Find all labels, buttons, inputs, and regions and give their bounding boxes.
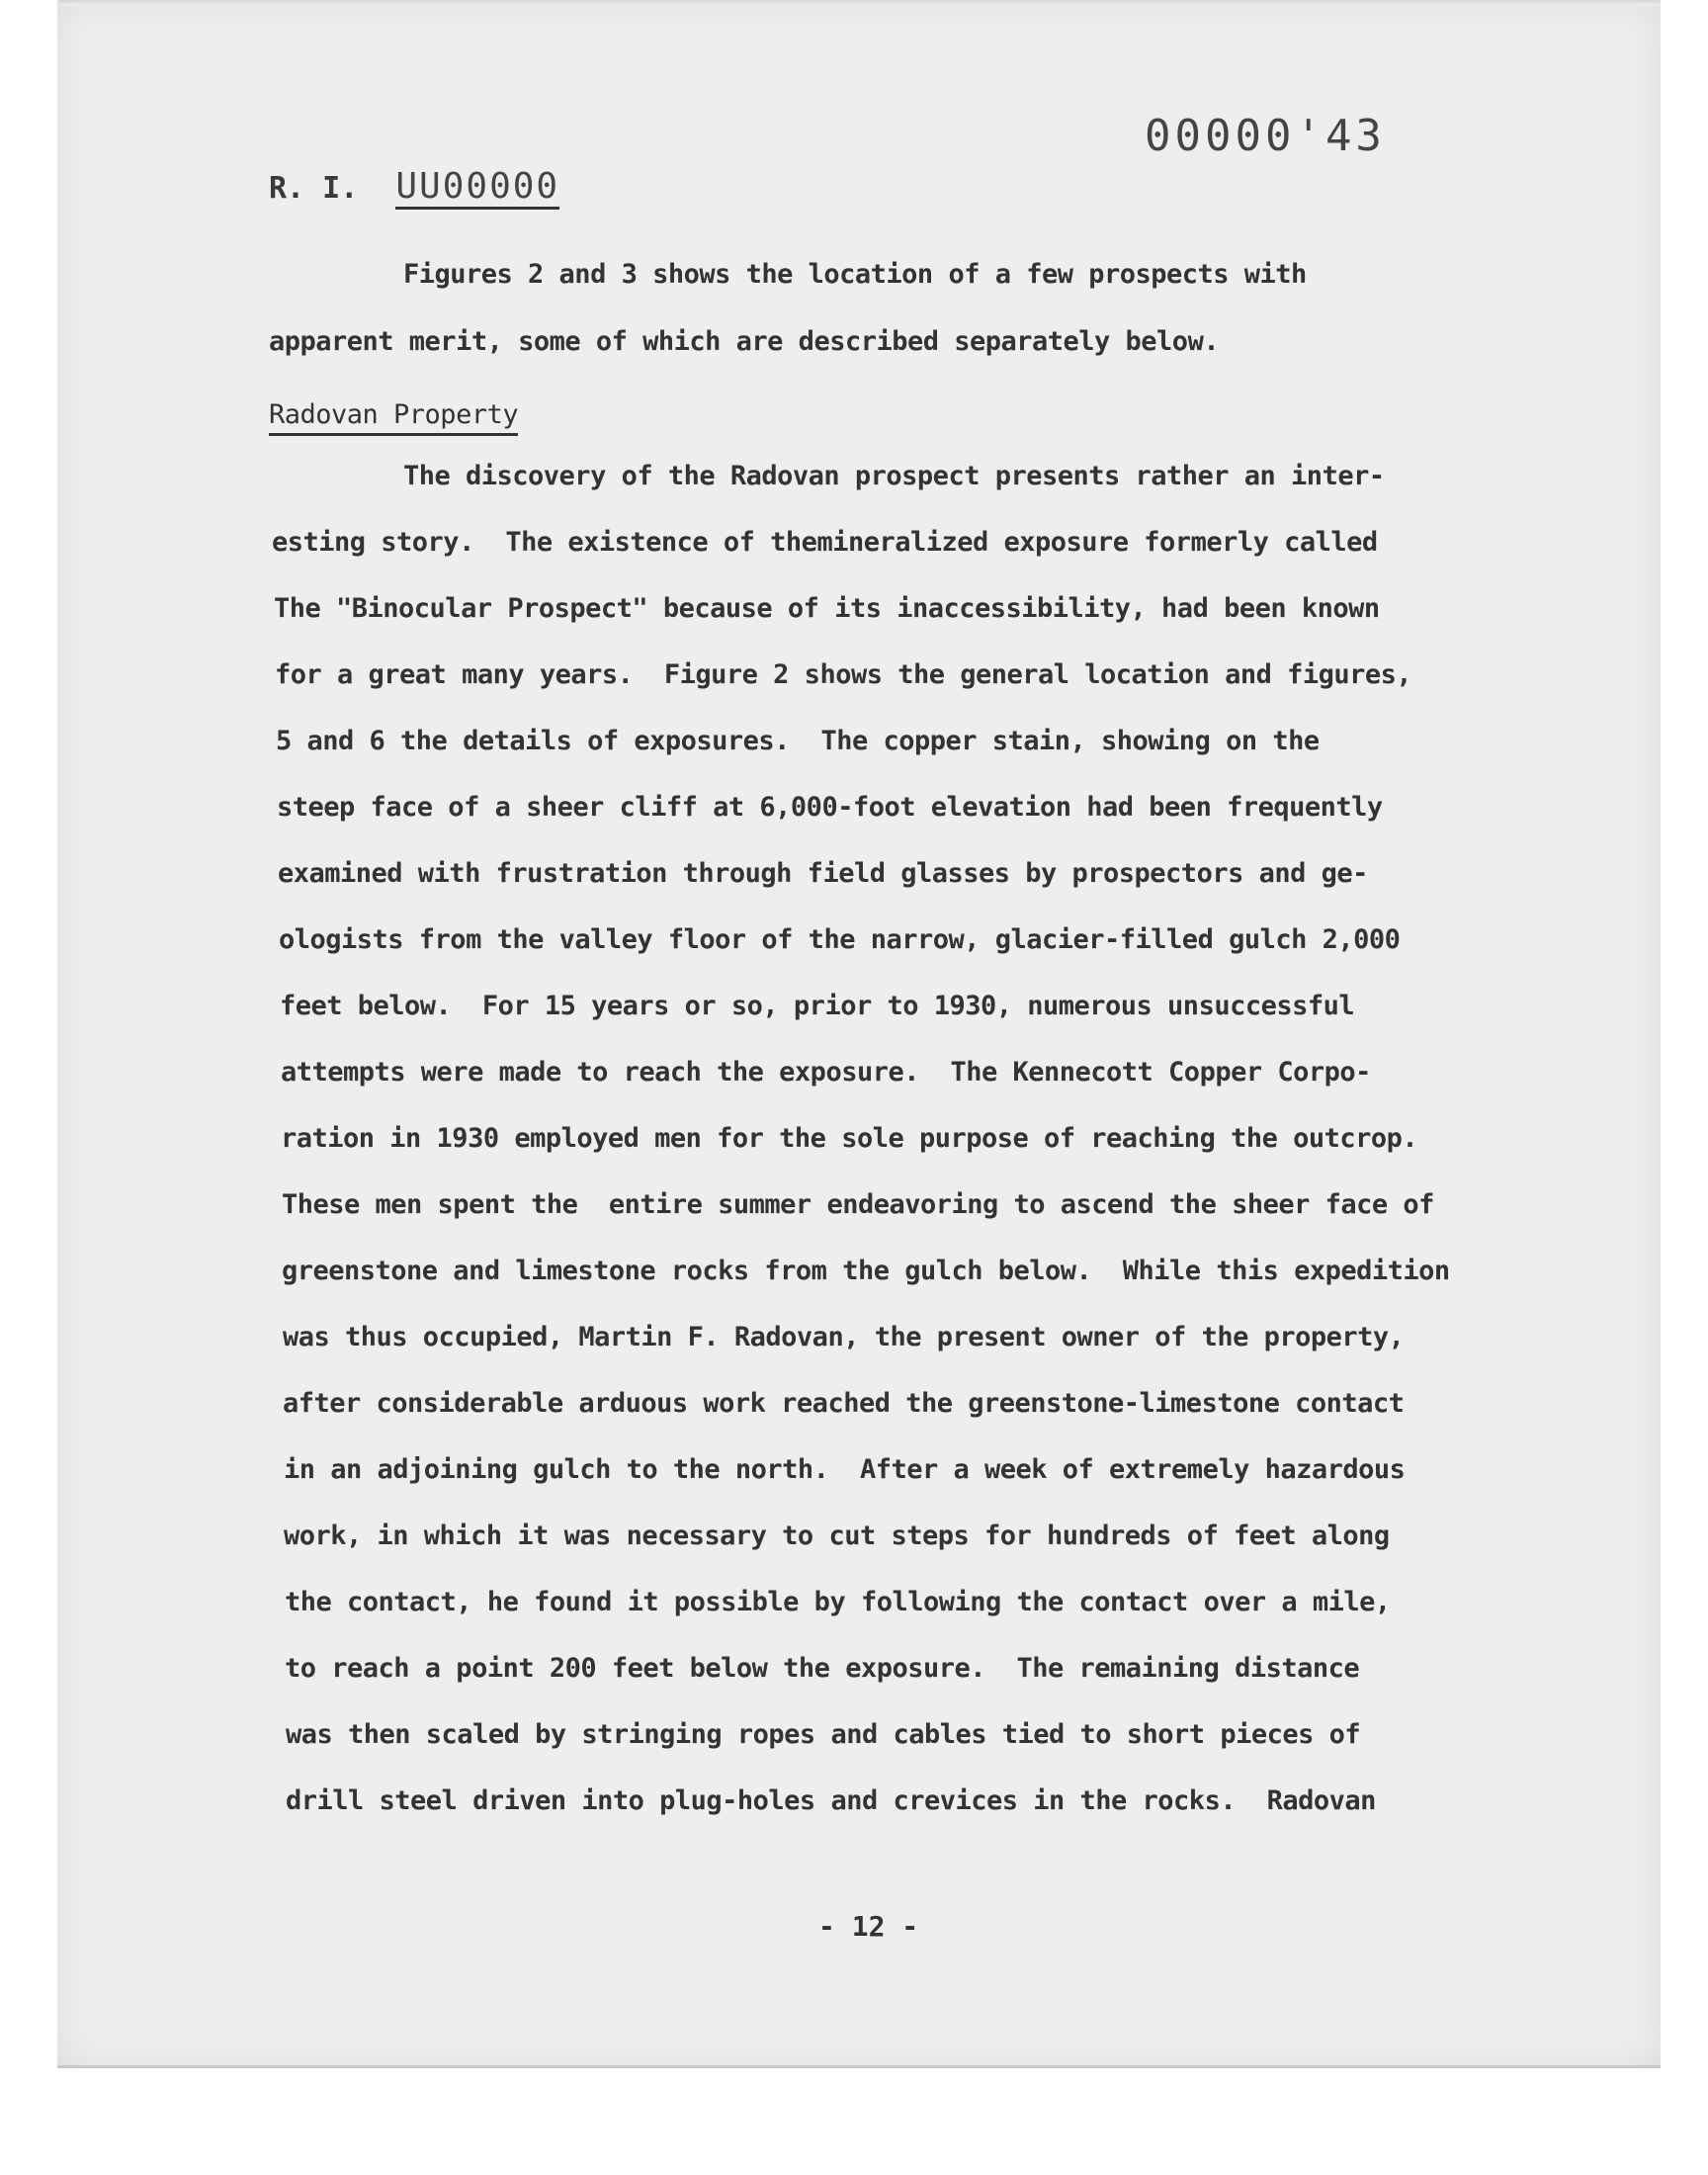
body-line: feet below. For 15 years or so, prior to 1930, numerous unsuccessful	[280, 991, 1355, 1021]
body-line: was thus occupied, Martin F. Radovan, the present owner of the property,	[283, 1322, 1405, 1352]
body-line: work, in which it was necessary to cut steps for hundreds of feet along	[284, 1521, 1390, 1551]
body-line: The "Binocular Prospect" because of its inaccessibility, had been known	[274, 593, 1380, 624]
body-line: the contact, he found it possible by following the contact over a mile,	[285, 1587, 1391, 1617]
body-line: steep face of a sheer cliff at 6,000-foot elevation had been frequently	[277, 792, 1383, 823]
body-line: to reach a point 200 feet below the exposure. The remaining distance	[285, 1653, 1360, 1684]
scanned-page	[57, 0, 1661, 2068]
document-number: 00000'43	[1145, 111, 1386, 161]
body-line: 5 and 6 the details of exposures. The copper stain, showing on the	[276, 726, 1320, 756]
body-line: for a great many years. Figure 2 shows the general location and figures,	[275, 659, 1412, 690]
report-label: R. I.	[269, 171, 359, 206]
body-line: attempts were made to reach the exposure. The Kennecott Copper Corpo-	[281, 1057, 1371, 1088]
body-line: in an adjoining gulch to the north. After a week of extremely hazardous	[284, 1454, 1406, 1485]
report-number: UU00000	[395, 166, 559, 210]
body-line: esting story. The existence of themineralized exposure formerly called	[272, 527, 1378, 558]
body-line: These men spent the entire summer endeavoring to ascend the sheer face of	[282, 1189, 1434, 1220]
section-heading: Radovan Property	[269, 397, 518, 436]
body-line: drill steel driven into plug-holes and crevices in the rocks. Radovan	[286, 1785, 1376, 1816]
body-line: examined with frustration through field glasses by prospectors and ge-	[278, 858, 1368, 889]
report-header	[269, 166, 559, 210]
page-number: - 12 -	[818, 1910, 919, 1943]
body-line: was then scaled by stringing ropes and cables tied to short pieces of	[286, 1719, 1361, 1750]
intro-line: apparent merit, some of which are described separately below.	[269, 326, 1220, 357]
body-line: The discovery of the Radovan prospect presents rather an inter-	[403, 461, 1385, 491]
body-line: greenstone and limestone rocks from the gulch below. While this expedition	[282, 1256, 1450, 1286]
body-line: after considerable arduous work reached the greenstone-limestone contact	[283, 1388, 1405, 1419]
page-top-edge	[57, 0, 1661, 6]
body-line: ologists from the valley floor of the narrow, glacier-filled gulch 2,000	[279, 924, 1401, 955]
intro-line: Figures 2 and 3 shows the location of a few prospects with	[403, 259, 1307, 290]
body-line: ration in 1930 employed men for the sole purpose of reaching the outcrop.	[281, 1123, 1418, 1154]
